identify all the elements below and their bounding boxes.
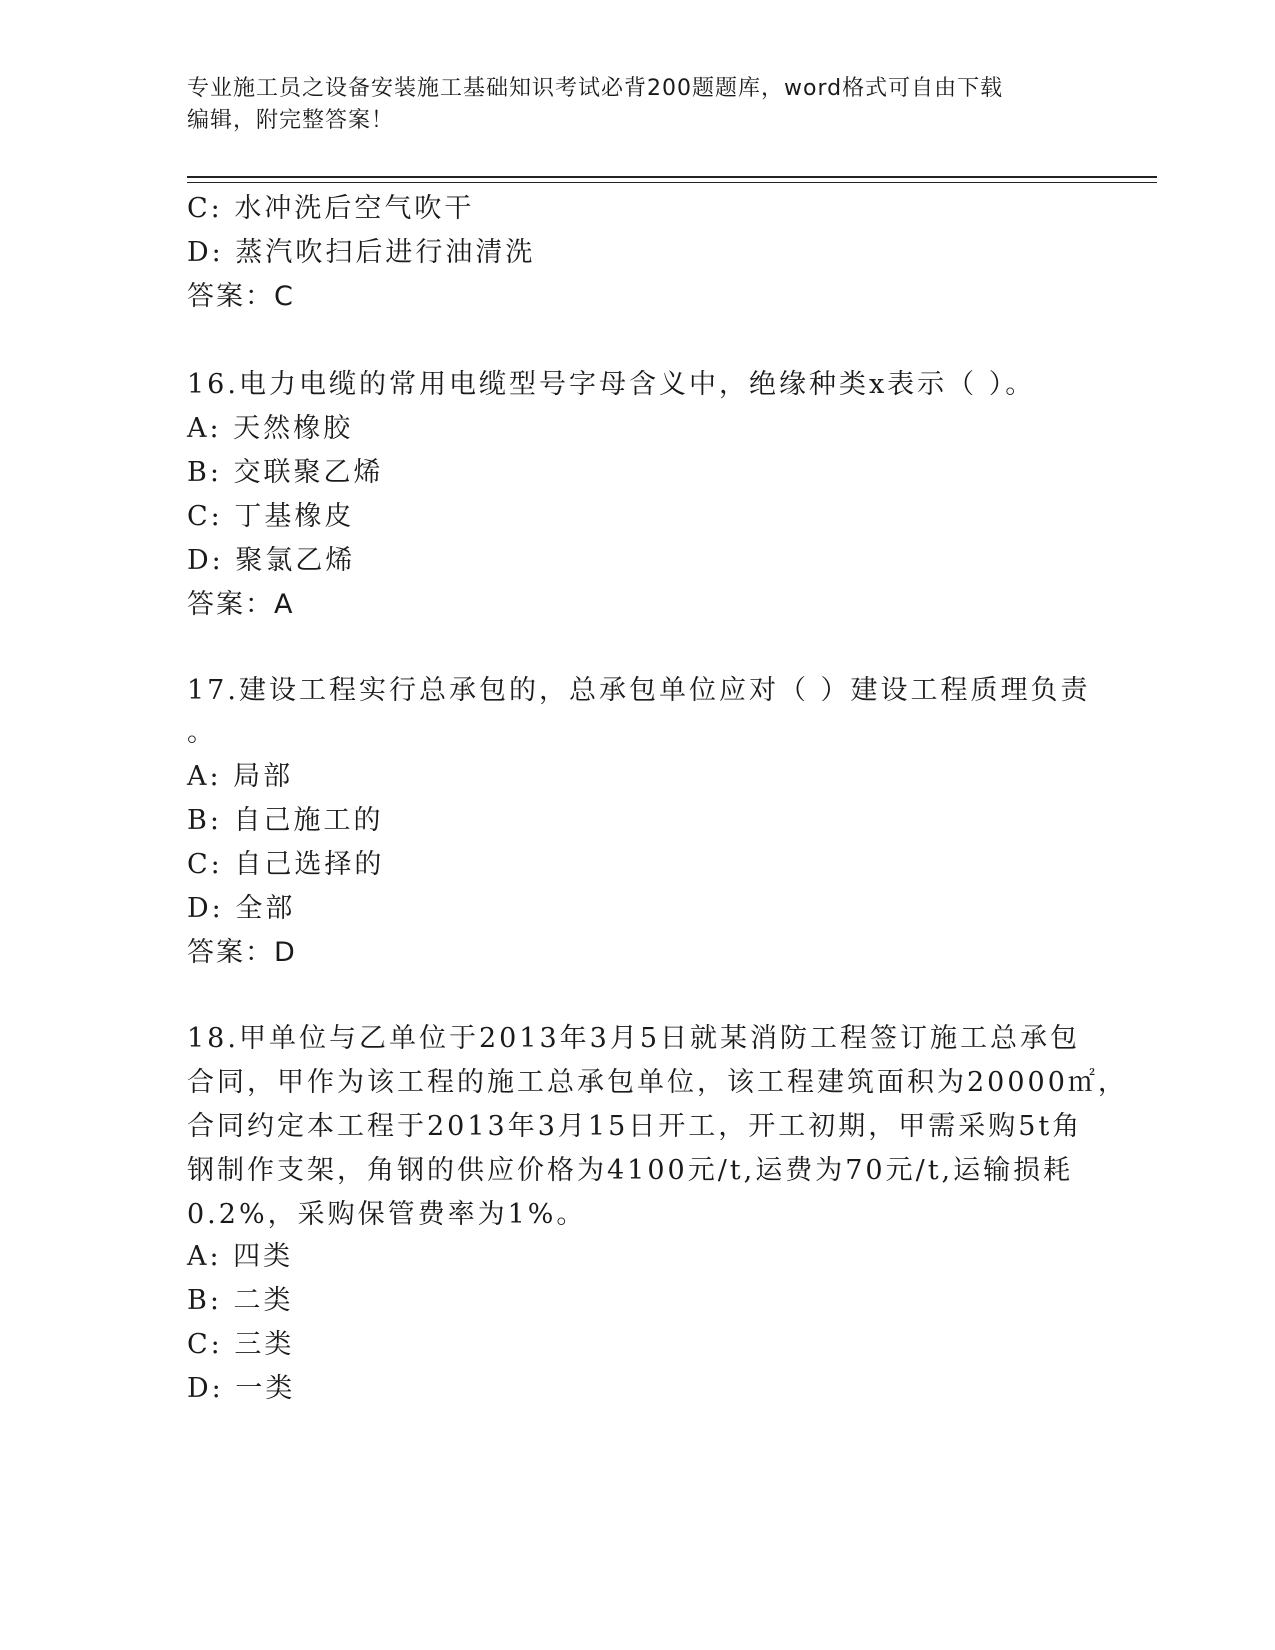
q18-question-line-3: 合同约定本工程于2013年3月15日开工，开工初期，甲需采购5t角 <box>187 1111 1083 1142</box>
q18-question-line-5: 0.2%，采购保管费率为1%。 <box>187 1199 587 1230</box>
q16-answer: 答案：A <box>187 589 295 620</box>
q18-option-b: B: 二类 <box>187 1285 294 1316</box>
q17-option-d: D: 全部 <box>187 893 296 924</box>
q17-question-line-2: 。 <box>187 717 217 748</box>
q18-question-line-4: 钢制作支架，角钢的供应价格为4100元/t,运费为70元/t,运输损耗 <box>187 1155 1074 1186</box>
q17-option-c: C: 自己选择的 <box>187 849 385 880</box>
header-line-1: 专业施工员之设备安装施工基础知识考试必背200题题库，word格式可自由下载 <box>187 76 1004 101</box>
q18-option-a: A: 四类 <box>187 1241 294 1272</box>
q16-option-a: A: 天然橡胶 <box>187 413 354 444</box>
q16-option-b: B: 交联聚乙烯 <box>187 457 384 488</box>
header-divider-thin <box>187 182 1157 183</box>
header-divider-thick <box>187 176 1157 178</box>
q17-option-b: B: 自己施工的 <box>187 805 384 836</box>
q16-question: 16.电力电缆的常用电缆型号字母含义中，绝缘种类x表示（ ）。 <box>187 369 1036 400</box>
q18-option-c: C: 三类 <box>187 1329 295 1360</box>
q15-option-d: D: 蒸汽吹扫后进行油清洗 <box>187 237 536 268</box>
q17-option-a: A: 局部 <box>187 761 294 792</box>
q16-option-d: D: 聚氯乙烯 <box>187 545 356 576</box>
q18-question-line-1: 18.甲单位与乙单位于2013年3月5日就某消防工程签订施工总承包 <box>187 1023 1081 1054</box>
document-header <box>187 73 1087 137</box>
q15-option-c: C: 水冲洗后空气吹干 <box>187 193 475 224</box>
header-line-2: 编辑，附完整答案！ <box>187 108 395 133</box>
q17-question-line-1: 17.建设工程实行总承包的，总承包单位应对（ ）建设工程质理负责 <box>187 675 1091 706</box>
q17-answer: 答案：D <box>187 937 297 968</box>
q16-option-c: C: 丁基橡皮 <box>187 501 355 532</box>
q15-answer: 答案：C <box>187 281 295 312</box>
q18-question-line-2: 合同，甲作为该工程的施工总承包单位，该工程建筑面积为20000㎡， <box>187 1067 1128 1098</box>
q18-option-d: D: 一类 <box>187 1373 296 1404</box>
